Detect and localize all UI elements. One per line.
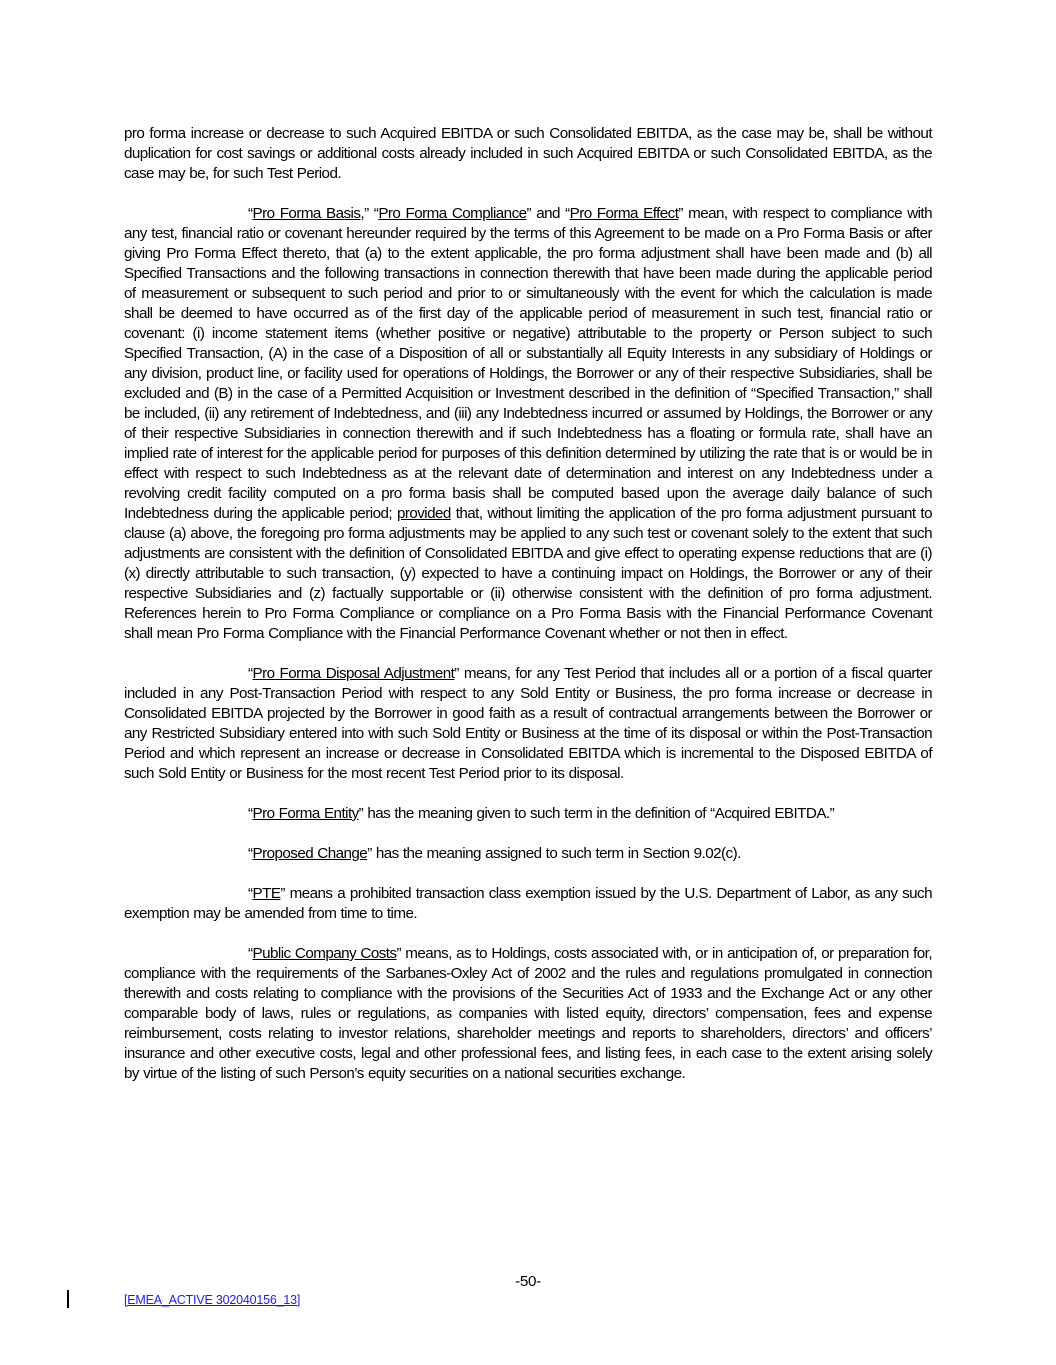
quote-separator: ,” “ bbox=[360, 205, 379, 222]
open-quote: “ bbox=[248, 885, 253, 902]
open-quote: “ bbox=[248, 845, 253, 862]
defined-term-pro-forma-basis: Pro Forma Basis bbox=[252, 205, 361, 222]
definition-text: ” means, as to Holdings, costs associated with, or in anticipation of, or preparation for, compliance with the requirements of the Sarbanes-Oxley Act of 2002 and the rules and regulations promulgated in connection therewith and costs relating to compliance with the provisions of the Securities Act of 1933 and the Exchange Act or any other comparable body of laws, rules or regulations, as companies with listed equity, directors’ compensation, fees and expense reimbursement, costs relating to investor relations, shareholder meetings and reports to shareholders, directors’ and officers’ insurance and other executive costs, legal and other professional fees, and listing fees, in each case to the extent arising solely by virtue of the listing of such Person’s equity securities on a national securities exchange. bbox=[124, 945, 932, 1082]
open-quote: “ bbox=[248, 945, 253, 962]
document-id-link[interactable]: [EMEA_ACTIVE 302040156_13] bbox=[124, 1293, 301, 1307]
definition-pro-forma-disposal-adjustment bbox=[124, 664, 932, 784]
defined-term: PTE bbox=[252, 885, 281, 902]
page-number: -50- bbox=[515, 1273, 541, 1290]
definition-proposed-change bbox=[124, 844, 932, 864]
document-body bbox=[124, 124, 932, 1104]
definition-text: ” means a prohibited transaction class exemption issued by the U.S. Department of Labor, as any such exemption may be amended from time to time. bbox=[124, 885, 932, 922]
definition-text: ” has the meaning assigned to such term in Section 9.02(c). bbox=[367, 845, 741, 862]
definition-public-company-costs bbox=[124, 944, 932, 1084]
defined-term-pro-forma-effect: Pro Forma Effect bbox=[569, 205, 679, 222]
change-bar bbox=[67, 1290, 69, 1308]
defined-term-pro-forma-compliance: Pro Forma Compliance bbox=[378, 205, 527, 222]
paragraph-text: pro forma increase or decrease to such Acquired EBITDA or such Consolidated EBITDA, as the case may be, shall be without duplication for cost savings or additional costs already included in such Acquired EBITDA or such Consolidated EBITDA, as the case may be, for such Test Period. bbox=[124, 125, 932, 182]
definition-text: ” mean, with respect to compliance with any test, financial ratio or covenant hereunder required by the terms of this Agreement to be made on a Pro Forma Basis or after giving Pro Forma Effect thereto, that (a) to the extent applicable, the pro forma adjustment shall have been made and (b) all Specified Transactions and the following transactions in connection therewith that have been made during the applicable period of measurement or subsequent to such period and prior to or simultaneously with the event for which the calculation is made shall be deemed to have occurred as of the first day of the applicable period of measurement in such test, financial ratio or covenant: (i) income statement items (whether positive or negative) attributable to the property or Person subject to such Specified Transaction, (A) in the case of a Disposition of all or substantially all Equity Interests in any subsidiary of Holdings or any division, product line, or facility used for operations of Holdings, the Borrower or any of their respective Subsidiaries, shall be excluded and (B) in the case of a Permitted Acquisition or Investment described in the definition of “Specified Transaction,” shall be included, (ii) any retirement of Indebtedness, and (iii) any Indebtedness incurred or assumed by Holdings, the Borrower or any of their respective Subsidiaries in connection therewith and if such Indebtedness has a floating or formula rate, shall have an implied rate of interest for the applicable period for purposes of this definition determined by utilizing the rate that is or would be in effect with respect to such Indebtedness as at the relevant date of determination and interest on any Indebtedness under a revolving credit facility computed on a pro forma basis shall be computed based upon the average daily balance of such Indebtedness during the applicable period; bbox=[124, 205, 932, 522]
paragraph-continuation bbox=[124, 124, 932, 184]
definition-text: ” means, for any Test Period that includes all or a portion of a fiscal quarter included in any Post-Transaction Period with respect to any Sold Entity or Business, the pro forma increase or decrease in Consolidated EBITDA projected by the Borrower in good faith as a result of contractual arrangements between the Borrower or any Restricted Subsidiary entered into with such Sold Entity or Business at the time of its disposal or within the Post-Transaction Period and which represent an increase or decrease in Consolidated EBITDA which is incremental to the Disposed EBITDA of such Sold Entity or Business for the most recent Test Period prior to its disposal. bbox=[124, 665, 932, 782]
open-quote: “ bbox=[248, 805, 253, 822]
open-quote: “ bbox=[248, 205, 253, 222]
definition-text: ” has the meaning given to such term in the definition of “Acquired EBITDA.” bbox=[358, 805, 835, 822]
provided-term: provided bbox=[396, 505, 451, 522]
definition-text: that, without limiting the application of the pro forma adjustment pursuant to clause (a) above, the foregoing pro forma adjustments may be applied to any such test or covenant solely to the extent that such adjustments are consistent with the definition of Consolidated EBITDA and give effect to operating expense reductions that are (i) (x) directly attributable to such transaction, (y) expected to have a continuing impact on Holdings, the Borrower or any of their respective Subsidiaries and (z) factually supportable or (ii) otherwise consistent with the definition of pro forma adjustment. References herein to Pro Forma Compliance or compliance on a Pro Forma Basis with the Financial Performance Covenant shall mean Pro Forma Compliance with the Financial Performance Covenant whether or not then in effect. bbox=[124, 505, 932, 642]
quote-separator: ” and “ bbox=[526, 205, 570, 222]
defined-term: Public Company Costs bbox=[252, 945, 397, 962]
defined-term: Pro Forma Entity bbox=[252, 805, 359, 822]
definition-pro-forma-basis bbox=[124, 204, 932, 644]
definition-pro-forma-entity bbox=[124, 804, 932, 824]
defined-term: Proposed Change bbox=[252, 845, 368, 862]
defined-term: Pro Forma Disposal Adjustment bbox=[252, 665, 455, 682]
open-quote: “ bbox=[248, 665, 253, 682]
definition-pte bbox=[124, 884, 932, 924]
